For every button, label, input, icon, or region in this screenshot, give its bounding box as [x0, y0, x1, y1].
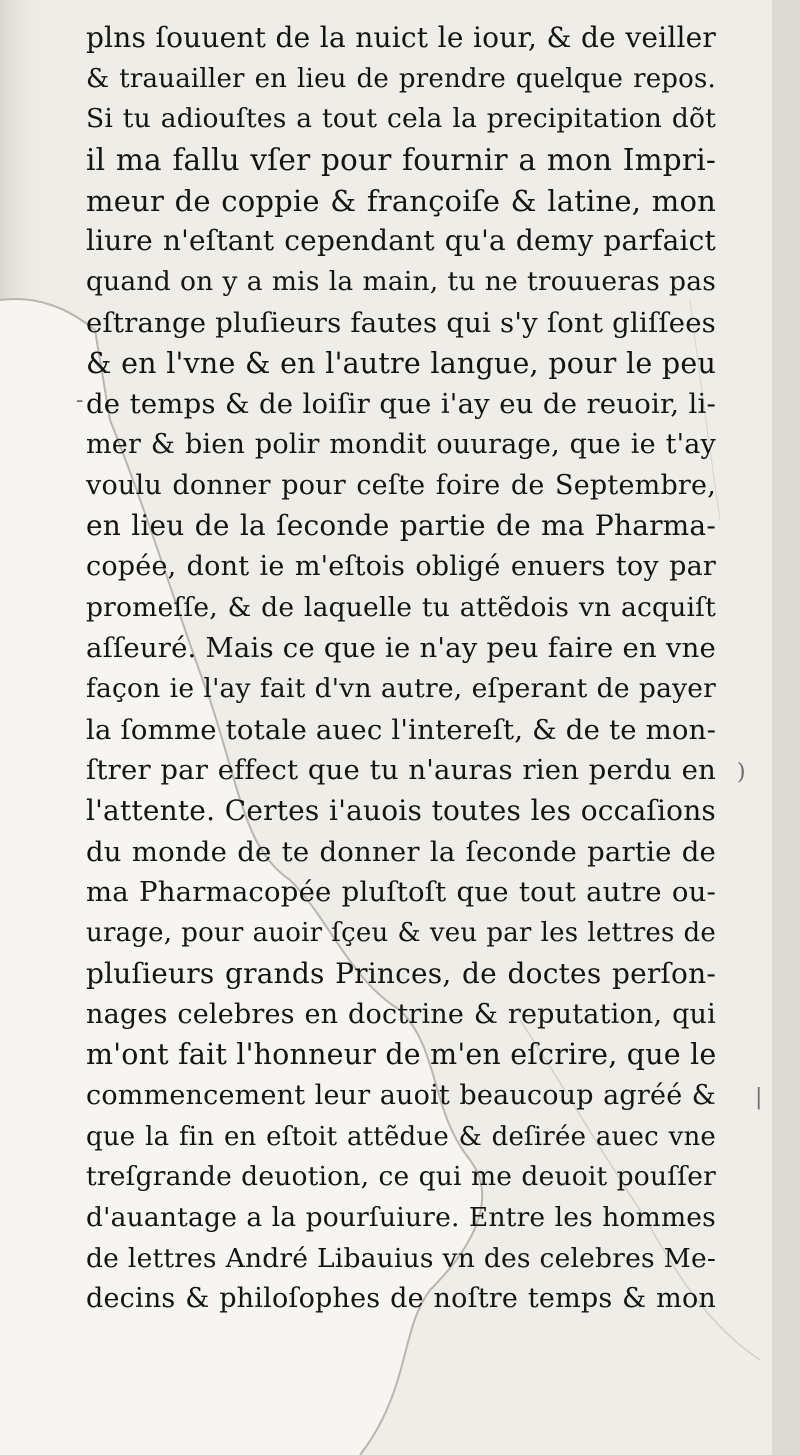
text-line: treſgrande deuotion, ce qui me deuoit pouſſer [86, 1161, 716, 1193]
text-line: & en l'vne & en l'autre langue, pour le peu [86, 346, 716, 380]
text-line: copée, dont ie m'eſtois obligé enuers toy par [86, 550, 716, 582]
text-line: ma Pharmacopée pluſtoſt que tout autre ou- [86, 876, 716, 909]
text-line: nages celebres en doctrine & reputation, qui [86, 998, 716, 1030]
text-line: Si tu adiouſtes a tout cela la precipitation dõt [86, 103, 716, 135]
text-line: de lettres André Libauius vn des celebres Me- [86, 1242, 716, 1274]
text-line: meur de coppie & françoiſe & latine, mon [86, 183, 716, 218]
text-line: m'ont fait l'honneur de m'en eſcrire, que le [86, 1038, 717, 1072]
text-line: & trauailler en lieu de prendre quelque repos. [86, 63, 716, 94]
text-line: aſſeuré. Mais ce que ie n'ay peu faire en vne [86, 632, 716, 665]
text-line: plns ſouuent de la nuict le iour, & de veiller [86, 21, 716, 54]
text-line: d'auantage a la pourſuiure. Entre les hommes [86, 1201, 716, 1233]
text-line: liure n'eſtant cependant qu'a demy parfaict [86, 224, 716, 258]
text-line: la ſomme totale auec l'intereſt, & de te mon- [86, 713, 717, 746]
text-line: façon ie l'ay fait d'vn autre, eſperant de payer [86, 673, 716, 704]
text-line: decins & philoſophes de noſtre temps & mon [86, 1283, 716, 1315]
text-line: en lieu de la ſeconde partie de ma Pharma- [86, 509, 716, 543]
text-line: pluſieurs grands Princes, de doctes perſon- [86, 956, 716, 990]
text-line: mer & bien polir mondit ouurage, que ie t'ay [86, 428, 716, 460]
text-line: l'attente. Certes i'auois toutes les occaſions [86, 794, 716, 828]
body-text [86, 18, 716, 1320]
text-line: de temps & de loiſir que i'ay eu de reuoir, li- [86, 388, 716, 421]
text-line: voulu donner pour ceſte foire de Septembre, [86, 469, 716, 501]
text-line: quand on y a mis la main, tu ne trouueras pas [86, 266, 716, 298]
text-line: promeſſe, & de laquelle tu attẽdois vn acquiſt [86, 591, 716, 623]
margin-tick-mark: - [76, 388, 84, 413]
margin-curl-mark: | [755, 1085, 763, 1110]
text-line: il ma fallu vſer pour fournir a mon Impri- [86, 143, 716, 178]
text-line: eſtrange pluſieurs fautes qui s'y ſont gliſſees [86, 306, 716, 339]
text-line: que la fin en eſtoit attẽdue & deſirée auec vne [86, 1121, 716, 1152]
text-line: urage, pour auoir ſçeu & veu par les lettres de [86, 918, 716, 949]
margin-curl-mark: ) [737, 760, 746, 785]
text-line: du monde de te donner la ſeconde partie de [86, 835, 716, 868]
text-line: commencement leur auoit beaucoup agréé & [86, 1079, 716, 1111]
text-line: ſtrer par effect que tu n'auras rien perdu en [86, 754, 716, 787]
